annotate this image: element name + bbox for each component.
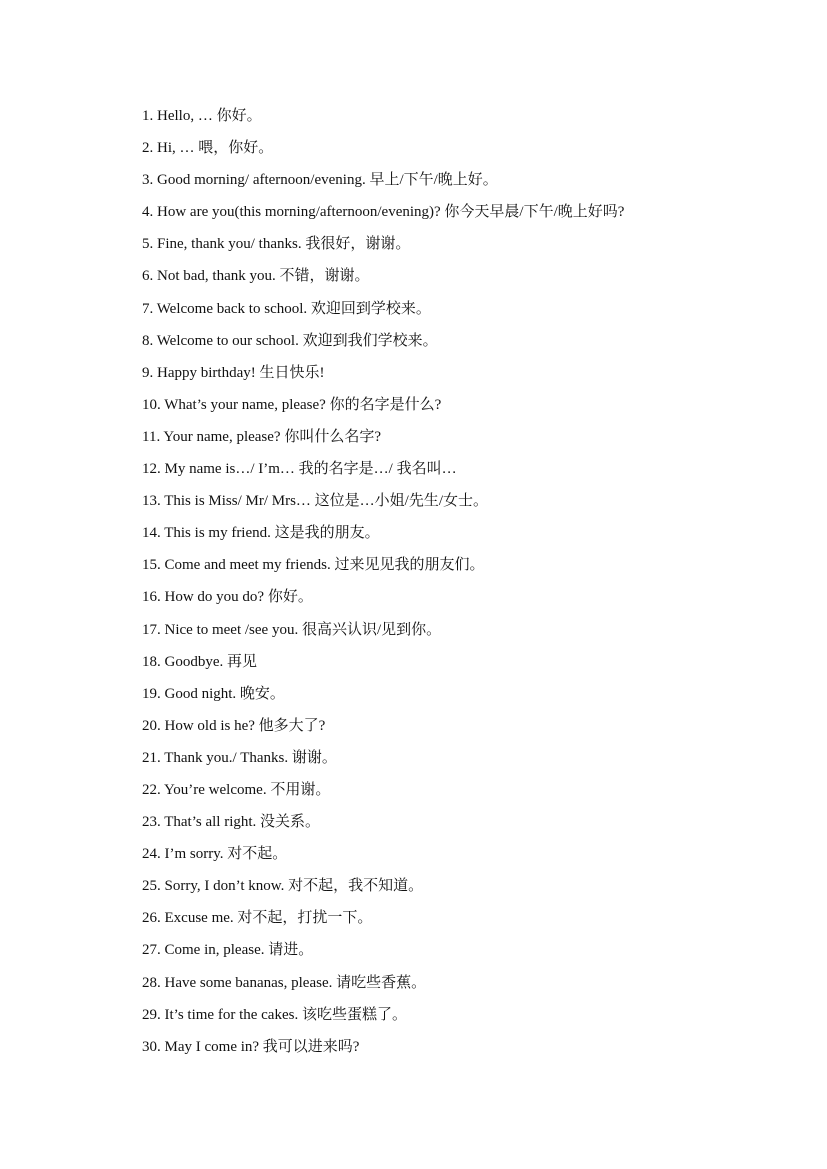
phrase-line-5: 5. Fine, thank you/ thanks. 我很好，谢谢。 (142, 236, 411, 253)
phrase-line-11: 11. Your name, please? 你叫什么名字? (142, 428, 381, 445)
phrase-line-18: 18. Goodbye. 再见 (142, 653, 257, 670)
phrase-line-22: 22. You’re welcome. 不用谢。 (142, 781, 331, 798)
phrase-line-23: 23. That’s all right. 没关系。 (142, 814, 321, 831)
phrase-line-6: 6. Not bad, thank you. 不错，谢谢。 (142, 268, 370, 285)
phrase-line-29: 29. It’s time for the cakes. 该吃些蛋糕了。 (142, 1006, 407, 1023)
phrase-line-1: 1. Hello, … 你好。 (142, 108, 262, 124)
phrase-line-14: 14. This is my friend. 这是我的朋友。 (142, 525, 380, 542)
phrase-line-25: 25. Sorry, I don’t know. 对不起，我不知道。 (142, 878, 424, 895)
phrase-line-12: 12. My name is…/ I’m… 我的名字是…/ 我名叫… (142, 461, 457, 478)
phrase-line-26: 26. Excuse me. 对不起，打扰一下。 (142, 910, 373, 927)
phrase-line-3: 3. Good morning/ afternoon/evening. 早上/下午/晚上好。 (142, 172, 498, 189)
phrase-line-30: 30. May I come in? 我可以进来吗? (142, 1038, 360, 1055)
phrase-line-8: 8. Welcome to our school. 欢迎到我们学校来。 (142, 332, 438, 349)
phrase-line-7: 7. Welcome back to school. 欢迎回到学校来。 (142, 300, 431, 317)
phrase-line-19: 19. Good night. 晚安。 (142, 685, 285, 702)
phrase-line-4: 4. How are you(this morning/afternoon/evening)? 你今天早晨/下午/晚上好吗? (142, 204, 625, 221)
phrase-line-10: 10. What’s your name, please? 你的名字是什么? (142, 396, 442, 413)
phrase-line-2: 2. Hi, … 喂，你好。 (142, 140, 274, 157)
phrase-line-16: 16. How do you do? 你好。 (142, 589, 313, 606)
phrase-line-15: 15. Come and meet my friends. 过来见见我的朋友们。 (142, 557, 485, 574)
phrase-line-27: 27. Come in, please. 请进。 (142, 942, 314, 959)
phrase-list (142, 104, 782, 1067)
phrase-line-28: 28. Have some bananas, please. 请吃些香蕉。 (142, 974, 427, 991)
phrase-line-21: 21. Thank you./ Thanks. 谢谢。 (142, 749, 337, 766)
phrase-line-9: 9. Happy birthday! 生日快乐! (142, 364, 325, 381)
phrase-line-13: 13. This is Miss/ Mr/ Mrs… 这位是…小姐/先生/女士。 (142, 493, 489, 510)
phrase-line-24: 24. I’m sorry. 对不起。 (142, 846, 288, 863)
phrase-line-17: 17. Nice to meet /see you. 很高兴认识/见到你。 (142, 621, 442, 638)
phrase-line-20: 20. How old is he? 他多大了? (142, 717, 326, 734)
